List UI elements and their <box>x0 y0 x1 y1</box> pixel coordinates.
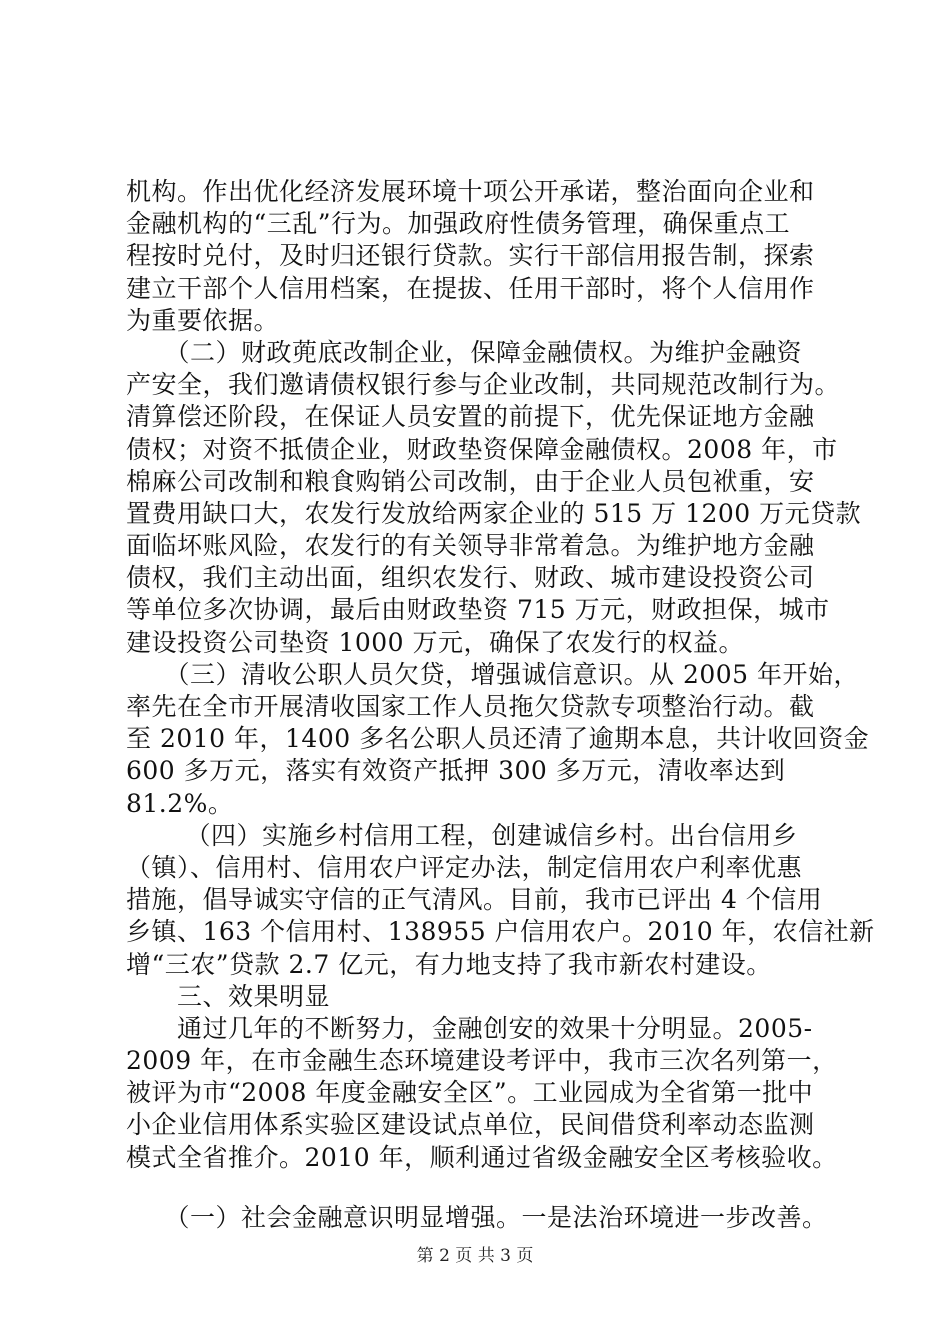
text-line: 至 2010 年，1400 多名公职人员还清了逾期本息，共计收回资金 <box>126 724 870 754</box>
text-line: 置费用缺口大，农发行发放给两家企业的 515 万 1200 万元贷款 <box>126 498 862 528</box>
text-line: 金融机构的“三乱”行为。加强政府性债务管理，确保重点工 <box>126 209 791 239</box>
text-line: 等单位多次协调，最后由财政垫资 715 万元，财政担保，城市 <box>126 595 830 625</box>
page-footer: 第 2 页 共 3 页 <box>416 1246 534 1266</box>
text-line: 清算偿还阶段，在保证人员安置的前提下，优先保证地方金融 <box>126 402 815 432</box>
text-line: 债权；对资不抵债企业，财政垫资保障金融债权。2008 年，市 <box>126 434 838 464</box>
text-line: 被评为市“2008 年度金融安全区”。工业园成为全省第一批中 <box>126 1078 814 1108</box>
text-line: 产安全，我们邀请债权银行参与企业改制，共同规范改制行为。 <box>126 370 841 400</box>
text-line: 程按时兑付，及时归还银行贷款。实行干部信用报告制，探索 <box>126 241 815 271</box>
text-line: 通过几年的不断努力，金融创安的效果十分明显。2005- <box>126 1013 813 1043</box>
text-line: 600 多万元，落实有效资产抵押 300 多万元，清收率达到 <box>126 756 786 786</box>
text-line: 率先在全市开展清收国家工作人员拖欠贷款专项整治行动。截 <box>126 692 815 721</box>
text-line: 小企业信用体系实验区建设试点单位，民间借贷利率动态监测 <box>126 1110 815 1140</box>
section-heading: 三、效果明显 <box>126 981 331 1011</box>
paragraph-gap <box>126 1174 846 1202</box>
text-line: 建立干部个人信用档案，在提拔、任用干部时，将个人信用作 <box>126 273 815 303</box>
text-line: 增“三农”贷款 2.7 亿元，有力地支持了我市新农村建设。 <box>126 949 772 979</box>
text-line: （四）实施乡村信用工程，创建诚信乡村。出台信用乡 <box>126 820 798 850</box>
text-line: 棉麻公司改制和粮食购销公司改制，由于企业人员包袱重，安 <box>126 466 815 496</box>
text-line: 债权，我们主动出面，组织农发行、财政、城市建设投资公司 <box>126 563 815 593</box>
text-line: 模式全省推介。2010 年，顺利通过省级金融安全区考核验收。 <box>126 1142 838 1172</box>
text-line: 建设投资公司垫资 1000 万元，确保了农发行的权益。 <box>126 627 745 657</box>
text-line: （三）清收公职人员欠贷，增强诚信意识。从 2005 年开始， <box>126 659 860 689</box>
text-line: （镇）、信用村、信用农户评定办法，制定信用农户利率优惠 <box>126 852 803 882</box>
text-line: 措施，倡导诚实守信的正气清风。目前，我市已评出 4 个信用 <box>126 885 823 915</box>
text-line: 乡镇、163 个信用村、138955 户信用农户。2010 年，农信社新 <box>126 917 875 947</box>
document-body <box>126 176 875 1234</box>
text-line: 面临坏账风险，农发行的有关领导非常着急。为维护地方金融 <box>126 531 815 561</box>
text-line: （一）社会金融意识明显增强。一是法治环境进一步改善。 <box>126 1202 828 1232</box>
text-line: 2009 年，在市金融生态环境建设考评中，我市三次名列第一， <box>126 1046 838 1076</box>
text-line: 81.2%。 <box>126 788 234 818</box>
text-line: （二）财政蔸底改制企业，保障金融债权。为维护金融资 <box>126 337 803 367</box>
text-line: 为重要依据。 <box>126 305 280 335</box>
text-line: 机构。作出优化经济发展环境十项公开承诺，整治面向企业和 <box>126 177 815 206</box>
